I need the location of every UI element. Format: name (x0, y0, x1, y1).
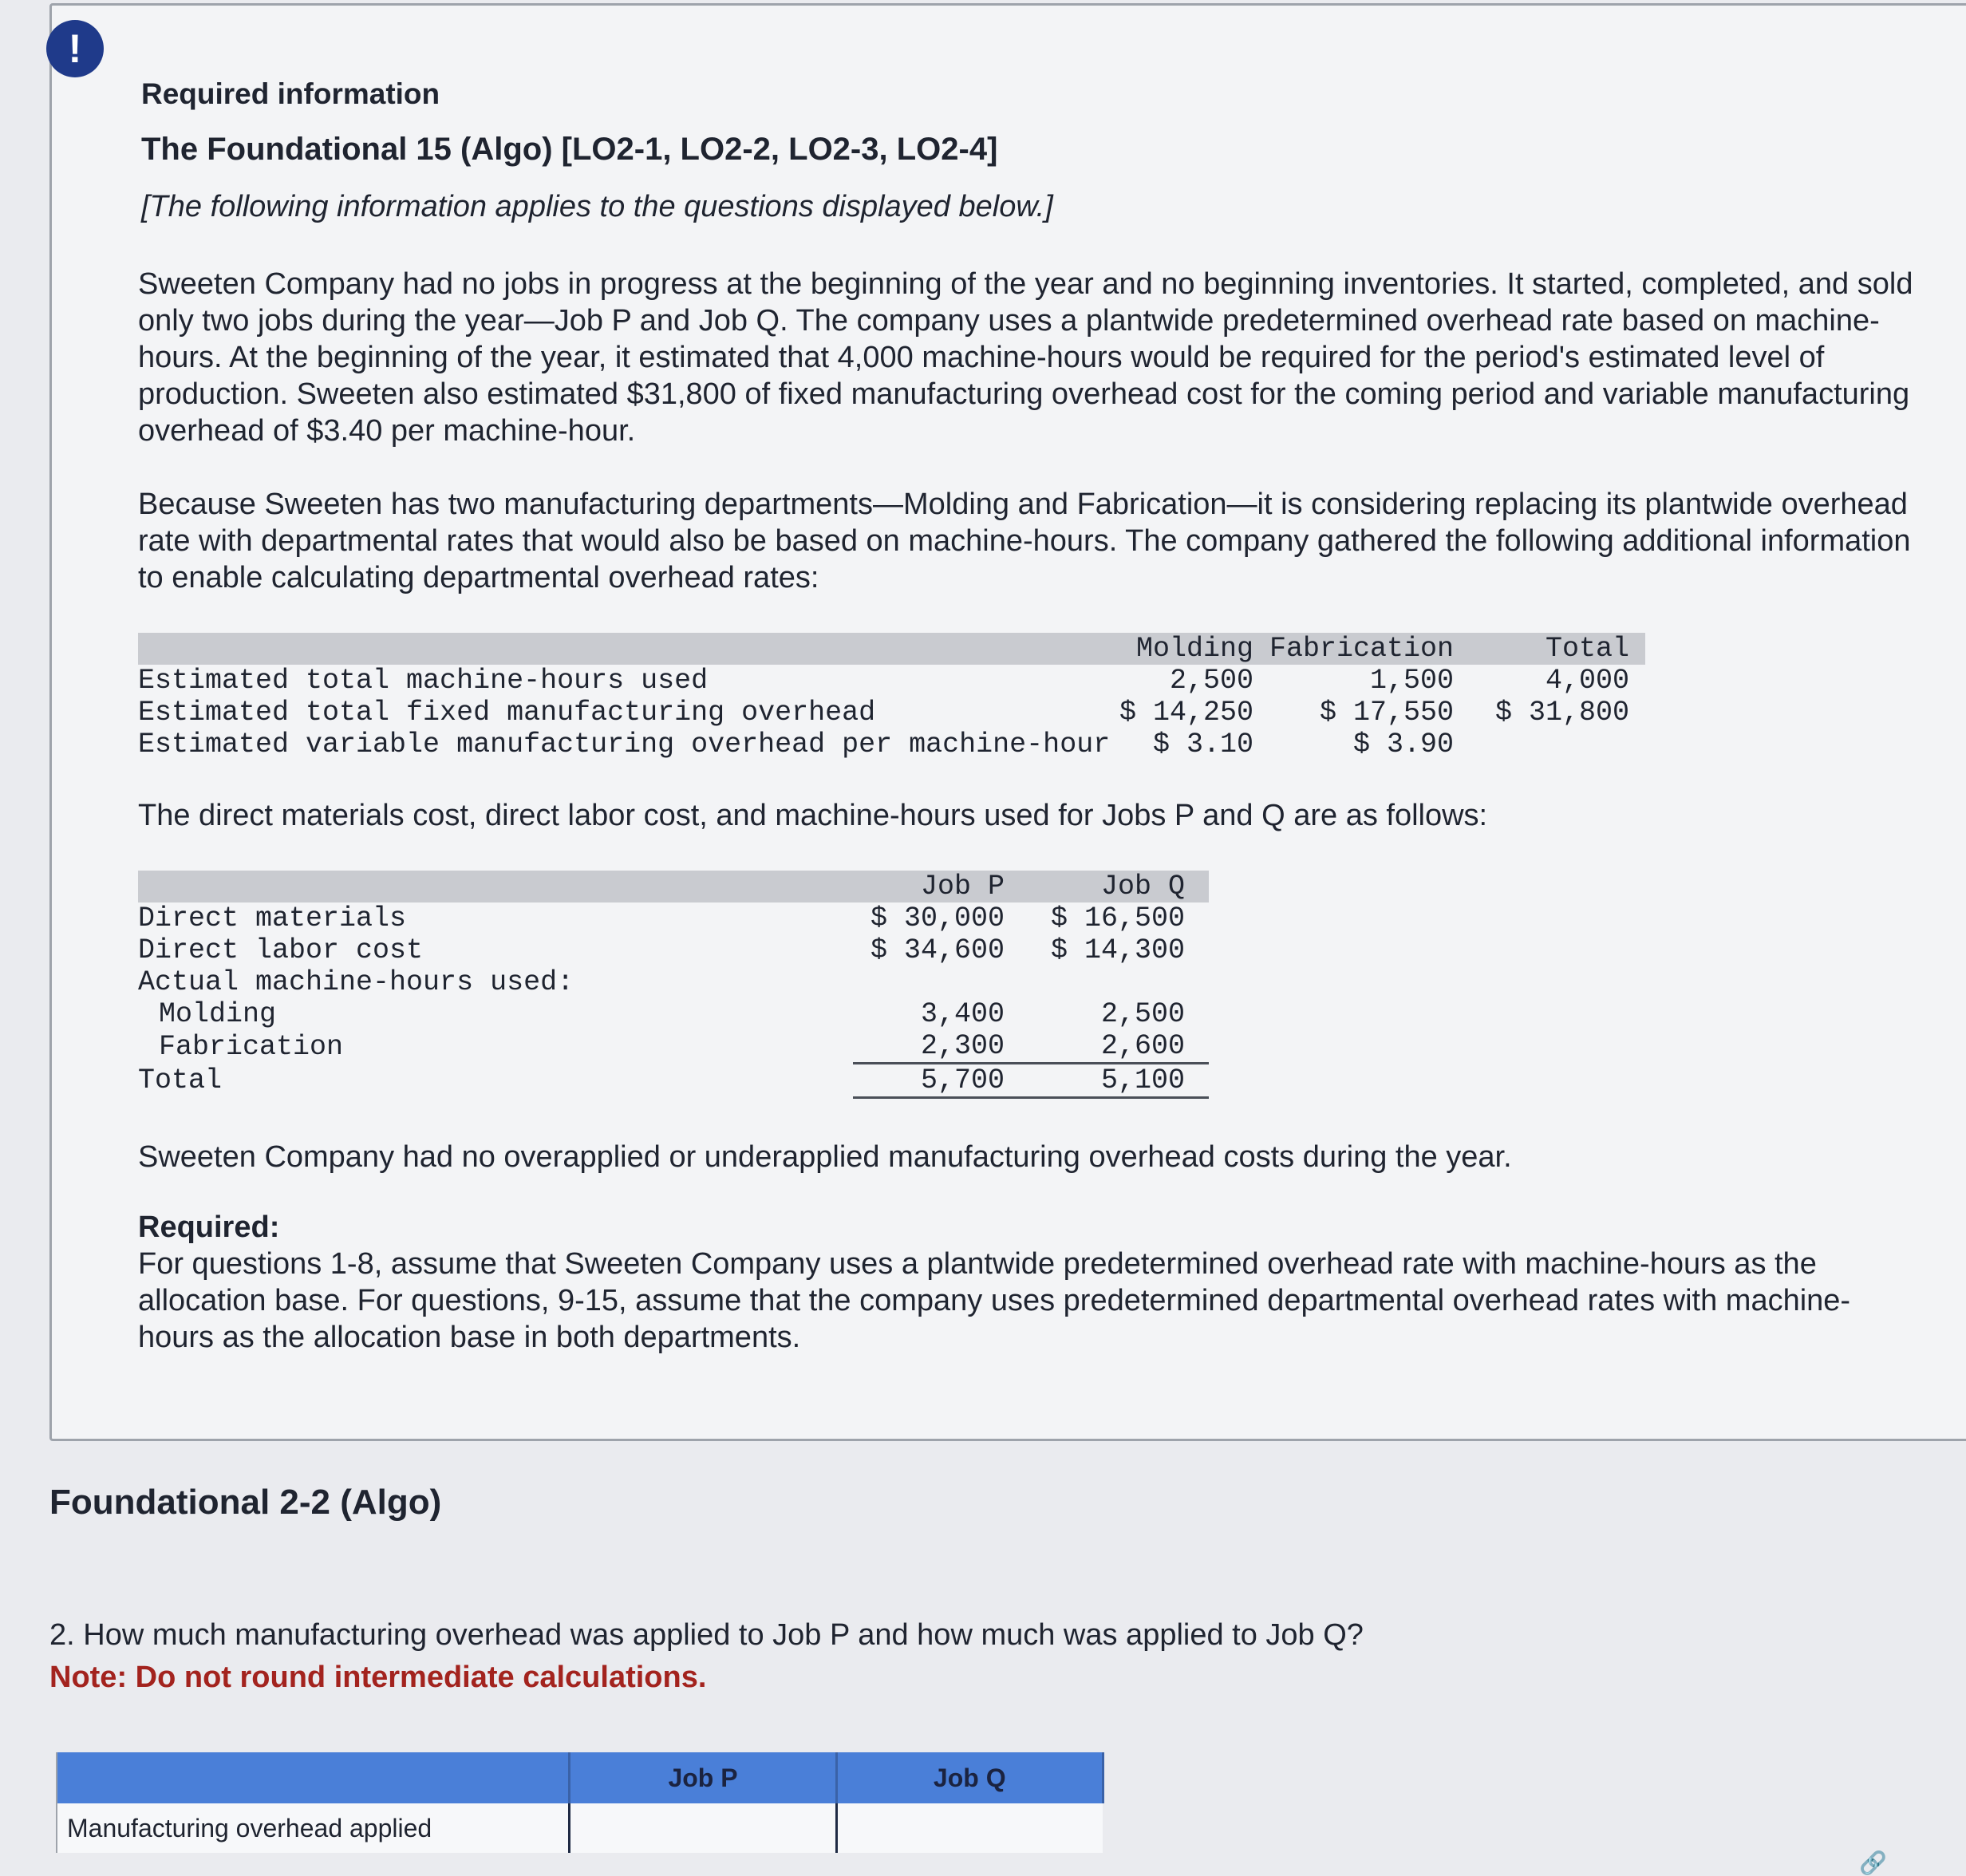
job-p-overhead-input[interactable] (580, 1807, 823, 1849)
table-row (138, 1030, 1209, 1064)
cell-value: 1,500 (1370, 665, 1455, 697)
row-label: Fabrication (159, 1030, 344, 1063)
col-total: Total (1470, 633, 1645, 665)
question-note: Note: Do not round intermediate calculations. (49, 1661, 707, 1694)
table-header-row (138, 633, 1645, 665)
col-job-q: Job Q (1028, 871, 1209, 902)
job-costs-table (138, 871, 1209, 1099)
row-label: Direct materials (138, 902, 407, 934)
table-row (138, 665, 1645, 697)
table-row (138, 902, 1209, 934)
departments-paragraph: Because Sweeten has two manufacturing departments—Molding and Fabrication—it is considering replacing its plantwide overhead rate with departmental rates that would also be based on machine-hours. The company gathered the following additional information to enable calculating departmental overhead rates: (138, 488, 1911, 594)
question-block (49, 1618, 1805, 1695)
table-row (138, 697, 1645, 729)
required-information-title: Required information (141, 77, 440, 110)
answer-header-job-q: Job Q (837, 1752, 1103, 1803)
answer-row-label: Manufacturing overhead applied (57, 1803, 570, 1853)
row-label: Actual machine-hours used: (138, 966, 574, 998)
cell-value: 5,100 (1028, 1064, 1209, 1098)
answer-header-row (57, 1752, 1103, 1803)
cell-value: 2,600 (1100, 1030, 1185, 1062)
intro-paragraph: Sweeten Company had no jobs in progress at the beginning of the year and no beginning inventories. It started, completed, and sold only two jobs during the year—Job P and Job Q. The company uses a plantwide predetermined overhead rate based on machine-hours. At the beginning of the year, it estimated that 4,000 machine-hours would be required for the period's estimated level of production. Sweeten also estimated $31,800 of fixed manufacturing overhead cost for the coming period and variable manufacturing overhead of $3.40 per machine-hour. (138, 267, 1913, 448)
cell-value: $ 14,300 (1050, 934, 1185, 966)
row-label: Molding (159, 998, 277, 1030)
answer-table (56, 1752, 1104, 1853)
cell-value: $ 17,550 (1320, 697, 1455, 729)
cell-value (1470, 729, 1645, 760)
alert-icon: ! (46, 20, 104, 77)
required-information-content (138, 77, 1925, 1392)
job-p-input-cell[interactable] (570, 1803, 837, 1853)
table-header-row (138, 871, 1209, 902)
table-row (138, 934, 1209, 966)
col-fabrication: Fabrication (1269, 633, 1470, 665)
cell-value: $ 3.10 (1152, 729, 1253, 760)
answer-header-job-p: Job P (570, 1752, 837, 1803)
row-label: Direct labor cost (138, 934, 424, 966)
cell-value: 5,700 (853, 1064, 1028, 1098)
cell-value: $ 31,800 (1495, 697, 1630, 729)
cell-value: $ 16,500 (1050, 902, 1185, 934)
table-row (138, 998, 1209, 1030)
cell-value: $ 30,000 (870, 902, 1005, 934)
col-molding: Molding (1111, 633, 1269, 665)
table-row (138, 729, 1645, 760)
answer-header-blank (57, 1752, 570, 1803)
row-label: Total (138, 1064, 223, 1096)
row-label: Estimated total machine-hours used (138, 665, 709, 697)
job-q-input-cell[interactable] (837, 1803, 1103, 1853)
required-text: For questions 1-8, assume that Sweeten Company uses a plantwide predetermined overhead rate with machine-hours as the allocation base. For questions, 9-15, assume that the company uses predetermined departmental overhead rates with machine-hours as the allocation base in both departments. (138, 1247, 1851, 1354)
cell-value: 2,500 (1100, 998, 1185, 1030)
row-label: Estimated total fixed manufacturing overhead (138, 697, 876, 729)
col-job-p: Job P (853, 871, 1028, 902)
cell-value: 2,300 (920, 1030, 1005, 1062)
jobs-paragraph: The direct materials cost, direct labor cost, and machine-hours used for Jobs P and Q are as follows: (138, 799, 1488, 832)
question-text: 2. How much manufacturing overhead was applied to Job P and how much was applied to Job Q? (49, 1618, 1364, 1652)
cell-value: 2,500 (1169, 665, 1253, 697)
cell-value: 3,400 (920, 998, 1005, 1030)
table-row (138, 1064, 1209, 1098)
problem-title: The Foundational 15 (Algo) [LO2-1, LO2-2, LO2-3, LO2-4] (141, 132, 998, 167)
no-overapplied-paragraph: Sweeten Company had no overapplied or underapplied manufacturing overhead costs during the year. (138, 1140, 1512, 1174)
answer-row (57, 1803, 1103, 1853)
cell-value: $ 3.90 (1353, 729, 1455, 760)
table-row (138, 966, 1209, 998)
required-information-panel (49, 3, 1966, 1441)
applies-note: [The following information applies to the questions displayed below.] (141, 190, 1053, 223)
job-q-overhead-input[interactable] (847, 1807, 1090, 1849)
section-title: Foundational 2-2 (Algo) (49, 1483, 442, 1522)
cell-value: 4,000 (1546, 665, 1630, 697)
departmental-estimates-table (138, 633, 1645, 760)
cell-value: $ 34,600 (870, 934, 1005, 966)
row-label: Estimated variable manufacturing overhead per machine-hour (138, 729, 1111, 760)
link-icon[interactable]: 🔗 (1859, 1850, 1887, 1875)
required-label: Required: (138, 1211, 280, 1244)
cell-value: $ 14,250 (1119, 697, 1253, 729)
required-block (138, 1209, 1925, 1356)
